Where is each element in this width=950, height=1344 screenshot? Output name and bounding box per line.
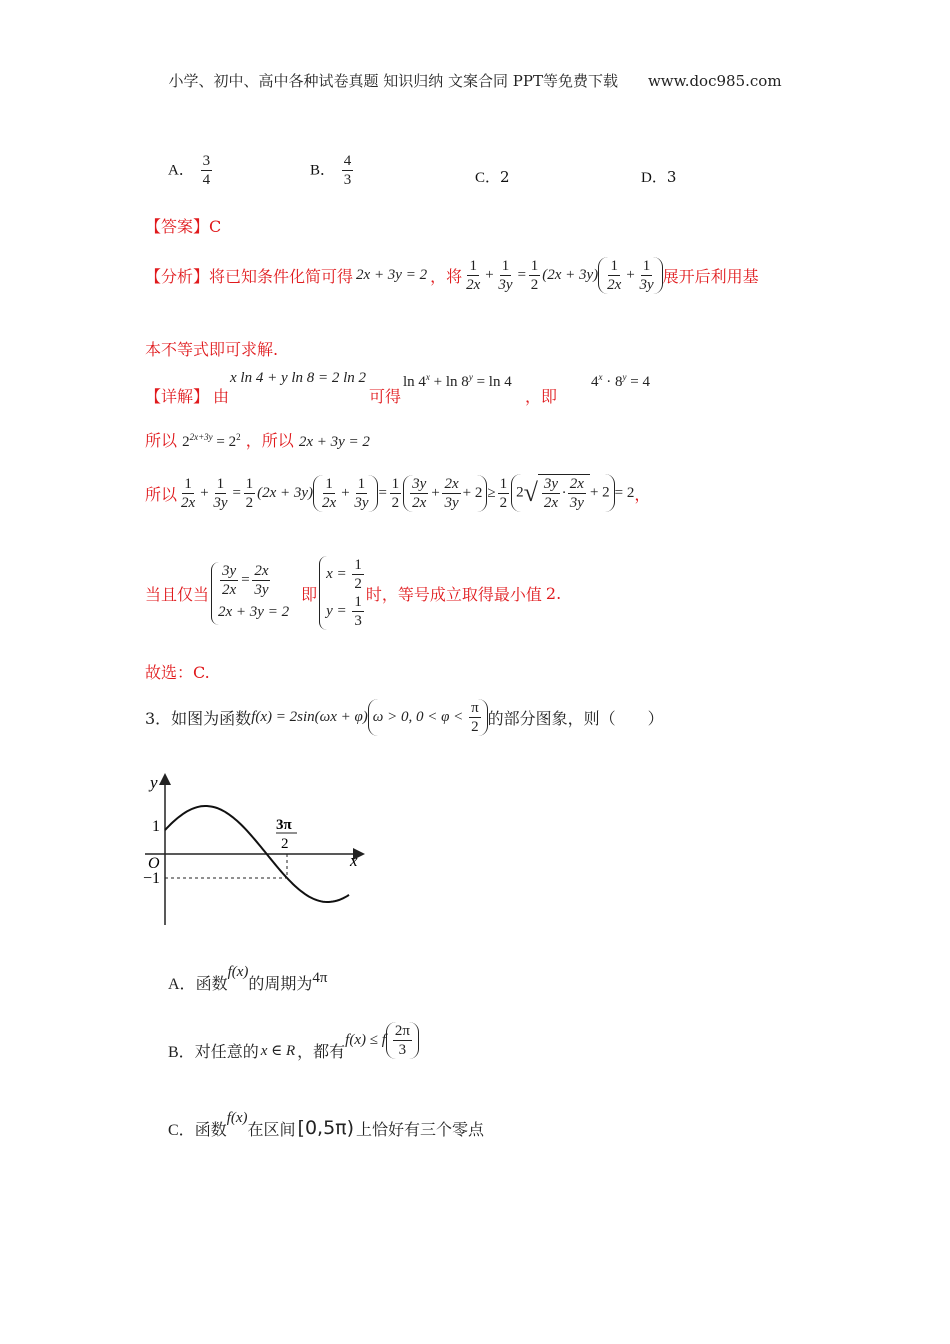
- option-c: C．2: [475, 168, 510, 186]
- fraction: $\frac{4}{3}$: [343, 153, 352, 188]
- tick-minus-1: −1: [143, 870, 161, 887]
- option-b: [310, 152, 355, 189]
- sine-graph: [140, 770, 370, 930]
- x-label: x: [350, 851, 358, 870]
- option-letter: A．: [168, 162, 194, 179]
- option-d: D．3: [641, 168, 677, 186]
- detail-line-3: 所以 $\frac{1}{2x}$ + $\frac{1}{3y}$ = $\frac{1}{2}$ (2x + 3y) $\frac{1}{2x}$ + $\frac{1}{3y}$ = $\frac{1}{2}$ $\frac{3y}{2x}$ + $\frac{2x}{3y}$ + 2 ≥ $\frac{1}{2}$ 2 √ $\frac{3y}{2x}$ · $\frac{2x}{3y}$ + 2 = 2 ，: [145, 475, 651, 511]
- condition-system: $\frac{3y}{2x}$ = $\frac{2x}{3y}$ 2x + 3y = 2: [211, 562, 289, 625]
- analysis-line-2: 本不等式即可求解.: [145, 340, 279, 359]
- option-letter: B．: [310, 162, 336, 179]
- option-a: [168, 152, 214, 189]
- solution-system: x = $\frac{1}{2}$ y = $\frac{1}{3}$: [319, 556, 366, 630]
- inequality-formula: $\frac{1}{2x}$ + $\frac{1}{3y}$ = $\frac{1}{2}$ (2x + 3y) $\frac{1}{2x}$ + $\frac{1}{3y}$ = $\frac{1}{2}$ $\frac{3y}{2x}$ + $\frac{2x}{3y}$ + 2 ≥ $\frac{1}{2}$ 2 √ $\frac{3y}{2x}$ · $\frac{2x}{3y}$ + 2 = 2: [181, 475, 635, 511]
- fraction: $\frac{3}{4}$: [202, 153, 211, 188]
- y-label: y: [150, 773, 158, 792]
- answer-line: 【答案】C: [145, 217, 222, 236]
- tick-3pi-over-2-num: 3π: [276, 817, 292, 833]
- conclusion: 故选：C.: [145, 663, 210, 682]
- tick-3pi-over-2-den: 2: [281, 836, 289, 852]
- detail-line-4: 当且仅当 $\frac{3y}{2x}$ = $\frac{2x}{3y}$ 2x + 3y = 2 即 x = $\frac{1}{2}$ y = $\frac{1}{3}$ 时，等号成立取得最小值 2.: [145, 557, 562, 629]
- origin-label: O: [148, 855, 160, 872]
- question-3-stem: 3．如图为函数 f(x) = 2sin(ωx + φ) ω > 0, 0 < φ < $\frac{\pi}{2}$ 的部分图象，则（ ）: [145, 699, 664, 735]
- page-header: 小学、初中、高中各种试卷真题 知识归纳 文案合同 PPT等免费下载 www.doc985.com: [168, 72, 782, 90]
- q3-option-a: A． 函数 f(x) 的周期为 4π: [168, 963, 328, 993]
- analysis-formula: $\frac{1}{2x}$ + $\frac{1}{3y}$ = $\frac{1}{2}$ (2x + 3y) $\frac{1}{2x}$ + $\frac{1}{3y}$: [462, 257, 663, 294]
- q3-option-c: C． 函数 f(x) 在区间 [0,5π) 上恰好有三个零点: [168, 1109, 485, 1139]
- analysis-line: 【分析】 将已知条件化简可得 2x + 3y = 2 ，将 $\frac{1}{2x}$ + $\frac{1}{3y}$ = $\frac{1}{2}$ (2x + 3y) $\frac{1}{2x}$ + $\frac{1}{3y}$ 展开后利用基: [145, 257, 759, 293]
- q3-option-b: B． 对任意的 x ∈ R ，都有 f(x) ≤ f $\frac{2\pi}{3}$: [168, 1025, 419, 1075]
- tick-1: 1: [152, 818, 160, 835]
- detail-line-2: 所以 $2^{2x+3y} = 2^2$ ，所以 2x + 3y = 2: [145, 431, 370, 450]
